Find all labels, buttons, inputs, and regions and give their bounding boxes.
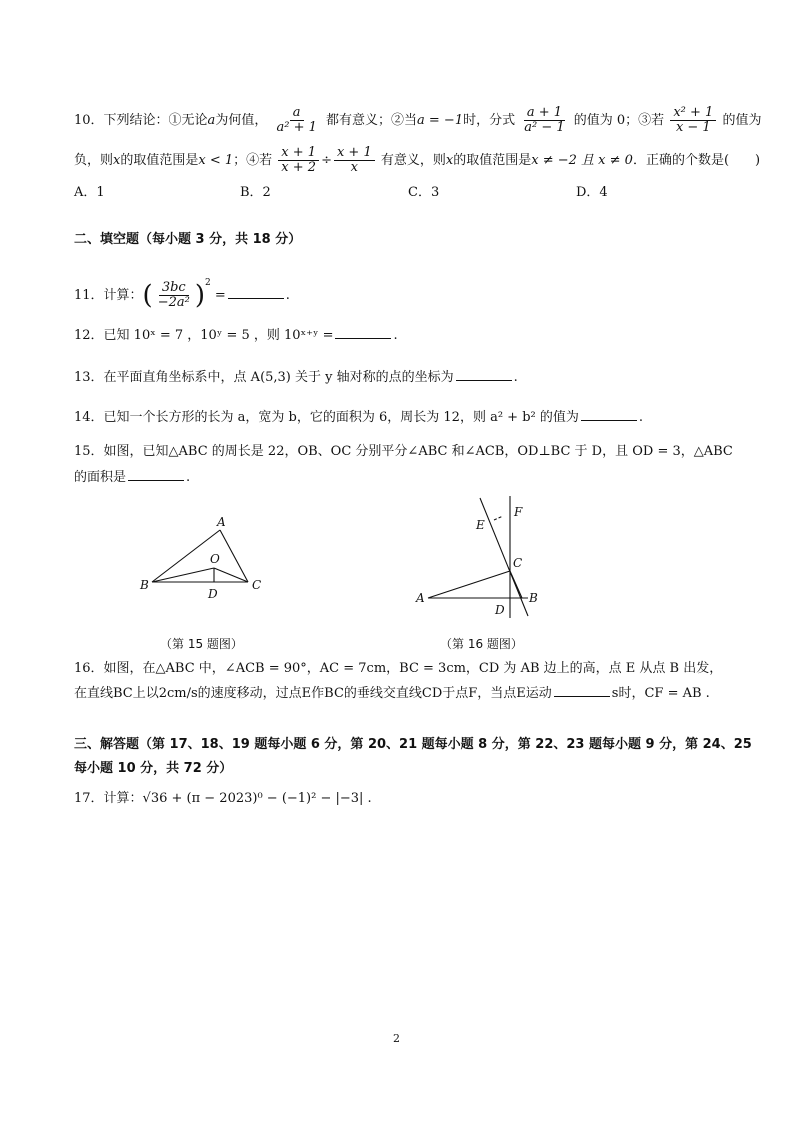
fig16-label-c: C bbox=[513, 556, 523, 570]
fig16-dash bbox=[494, 516, 503, 520]
q15-line2: 的面积是 . bbox=[74, 470, 191, 485]
q10-frac2: $\frac{a + 1}{\text{a² − 1}}$ bbox=[524, 105, 565, 135]
figure-15 bbox=[130, 510, 280, 605]
q10-option-a: A．1 bbox=[74, 185, 105, 200]
q12-answer-blank bbox=[335, 326, 391, 339]
q11-fraction: $\frac{3bc}{\text{−2a²}}$ bbox=[157, 280, 190, 310]
q11: 11．计算：( $\frac{3bc}{\text{−2a²}}$ )$^2$ = . bbox=[74, 278, 290, 311]
q13: 13．在平面直角坐标系中，点 A(5,3) 关于 y 轴对称的点的坐标为 . bbox=[74, 370, 518, 385]
fig16-label-b: B bbox=[529, 591, 538, 605]
fig15-segment-oc bbox=[214, 568, 248, 582]
page-number: 2 bbox=[393, 1032, 400, 1045]
q10-line2: 负，则x的取值范围是x < 1；④若 $\frac{x + 1}{x + 2}$ ÷ $\frac{x + 1}{x}$ 有意义，则x的取值范围是x ≠ −2 且 x ≠ 0．正确的个数是( ) bbox=[74, 145, 761, 175]
q10-option-d: D．4 bbox=[576, 185, 608, 200]
q13-answer-blank bbox=[456, 368, 512, 381]
figure-16 bbox=[410, 494, 555, 622]
q11-answer-blank bbox=[228, 286, 284, 299]
fig15-label-a: A bbox=[217, 515, 226, 529]
fig16-label-e: E bbox=[476, 518, 485, 532]
fig15-label-c: C bbox=[252, 578, 262, 592]
q12: 12．已知 10ˣ = 7 ，10ʸ = 5 ，则 10ˣ⁺ʸ = . bbox=[74, 328, 398, 343]
fig16-label-f: F bbox=[514, 505, 523, 519]
q10-line1: 10．下列结论：①无论a为何值， $\frac{a}{\text{a² + 1}}$ 都有意义；②当a = −1时，分式 $\frac{a + 1}{\text{a² − 1}}$ 的值为 0；③若 $\frac{\text{x² + 1}}{x - 1}$ 的值为 bbox=[74, 105, 762, 135]
fig15-label-d: D bbox=[208, 587, 218, 601]
fig15-caption: （第 15 题图） bbox=[160, 637, 243, 651]
q16-line1: 16．如图，在△ABC 中，∠ACB = 90°，AC = 7cm，BC = 3cm，CD 为 AB 边上的高，点 E 从点 B 出发， bbox=[74, 661, 723, 676]
q10-frac3: $\frac{\text{x² + 1}}{x - 1}$ bbox=[670, 106, 716, 135]
q16-answer-blank bbox=[554, 684, 610, 697]
q10-option-b: B．2 bbox=[240, 185, 271, 200]
fig15-label-o: O bbox=[210, 552, 220, 566]
q14: 14．已知一个长方形的长为 a，宽为 b，它的面积为 6，周长为 12，则 a² + b² 的值为 . bbox=[74, 410, 644, 425]
fig16-label-a: A bbox=[416, 591, 425, 605]
q15-answer-blank bbox=[128, 468, 184, 481]
q10-frac4: $\frac{x + 1}{x + 2}$ bbox=[278, 146, 319, 175]
q10-frac1: $\frac{a}{\text{a² + 1}}$ bbox=[276, 105, 317, 135]
q16-line2: 在直线BC上以2cm/s的速度移动，过点E作BC的垂线交直线CD于点F，当点E运动 s时，CF = AB . bbox=[74, 686, 710, 701]
fig15-side-ac bbox=[220, 530, 248, 582]
fig16-caption: （第 16 题图） bbox=[440, 637, 523, 651]
fig16-side-cb bbox=[510, 571, 522, 598]
fig16-label-d: D bbox=[495, 603, 505, 617]
q10-option-c: C．3 bbox=[408, 185, 440, 200]
section-3-heading-line1: 三、解答题（第 17、18、19 题每小题 6 分，第 20、21 题每小题 8 分，第 22、23 题每小题 9 分，第 24、25 bbox=[74, 737, 752, 752]
fig15-label-b: B bbox=[140, 578, 149, 592]
q15-line1: 15．如图，已知△ABC 的周长是 22，OB、OC 分别平分∠ABC 和∠ACB，OD⊥BC 于 D，且 OD = 3，△ABC bbox=[74, 444, 733, 459]
q10-frac5: $\frac{x + 1}{x}$ bbox=[334, 146, 375, 175]
q14-answer-blank bbox=[581, 408, 637, 421]
section-2-heading: 二、填空题（每小题 3 分，共 18 分） bbox=[74, 232, 302, 247]
q17: 17．计算：√36 + (π − 2023)⁰ − (−1)² − |−3| . bbox=[74, 791, 372, 806]
section-3-heading-line2: 每小题 10 分，共 72 分） bbox=[74, 761, 233, 776]
fig16-side-ac bbox=[428, 571, 510, 598]
